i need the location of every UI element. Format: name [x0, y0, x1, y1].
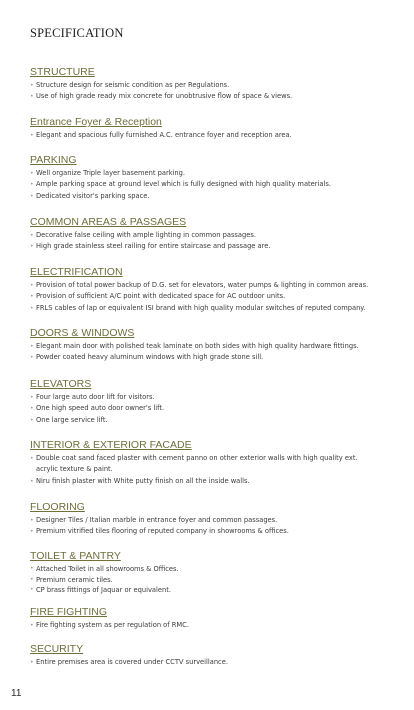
list-item: • Premium ceramic tiles. [30, 575, 113, 584]
section-heading: ELECTRIFICATION [30, 266, 123, 278]
section-entrance-foyer [30, 116, 390, 141]
bullet-icon: • [30, 565, 34, 572]
section-heading: COMMON AREAS & PASSAGES [30, 216, 187, 228]
section-facade [30, 439, 390, 487]
bullet-icon: • [30, 517, 34, 524]
bullet-icon: • [30, 622, 34, 629]
bullet-icon: • [30, 170, 34, 177]
list-item: • Ample parking space at ground level which is fully designed with high quality materials. [30, 179, 390, 190]
list-item: • One high speed auto door owner's lift. [30, 403, 390, 414]
list-item: • Double coat sand faced plaster with cement panno on other exterior walls with high quality ext. acrylic texture & paint. [30, 454, 358, 474]
bullet-icon: • [30, 416, 34, 424]
list-item: • Use of high grade ready mix concrete for unobtrusive flow of space & views. [30, 91, 390, 102]
list-item: • Niru finish plaster with White putty finish on all the inside walls. [30, 476, 390, 487]
bullet-icon: • [30, 586, 34, 593]
section-heading: FLOORING [30, 501, 85, 513]
bullet-icon: • [30, 354, 34, 362]
section-fire-fighting [30, 606, 390, 631]
list-item: • Four large auto door lift for visitors. [30, 392, 390, 403]
list-item: • Premium vitrified tiles flooring of reputed company in showrooms & offices. [30, 526, 390, 537]
list-item: • Elegant and spacious fully furnished A.C. entrance foyer and reception area. [30, 130, 390, 141]
section-structure [30, 66, 390, 103]
section-heading: TOILET & PANTRY [30, 550, 121, 562]
section-heading: SECURITY [30, 643, 84, 655]
bullet-icon: • [30, 232, 34, 239]
bullet-icon: • [30, 394, 34, 401]
section-heading: PARKING [30, 154, 77, 166]
bullet-icon: • [30, 343, 34, 350]
page-title: SPECIFICATION [30, 26, 124, 40]
bullet-icon: • [30, 405, 34, 413]
list-item: • FRLS cables of lap or equivalent ISI brand with high quality modular switches of reputed company. [30, 303, 390, 314]
section-flooring [30, 501, 390, 538]
list-item: • Provision of total power backup of D.G. set for elevators, water pumps & lighting in common areas. [30, 280, 390, 291]
bullet-icon: • [30, 528, 34, 536]
list-item: • Dedicated visitor's parking space. [30, 191, 390, 202]
list-item: • Structure design for seismic condition as per Regulations. [30, 80, 390, 91]
bullet-icon: • [30, 82, 34, 89]
list-item: • Designer Tiles / Italian marble in entrance foyer and common passages. [30, 515, 390, 526]
section-common-areas [30, 216, 390, 253]
section-parking [30, 154, 390, 202]
list-item: • Provision of sufficient A/C point with dedicated space for AC outdoor units. [30, 291, 390, 302]
page-number: 11 [11, 688, 22, 699]
bullet-icon: • [30, 575, 34, 583]
bullet-icon: • [30, 477, 34, 485]
list-item: • Well organize Triple layer basement parking. [30, 168, 390, 179]
bullet-icon: • [30, 304, 34, 312]
section-toilet-pantry [30, 550, 390, 596]
section-heading: STRUCTURE [30, 66, 95, 78]
bullet-icon: • [30, 243, 34, 251]
section-heading: FIRE FIGHTING [30, 606, 107, 618]
bullet-icon: • [30, 455, 34, 462]
bullet-icon: • [30, 132, 34, 139]
list-item: • CP brass fittings of Jaquar or equivalent. [30, 586, 171, 594]
section-elevators [30, 378, 390, 426]
list-item: • Entire premises area is covered under CCTV surveillance. [30, 657, 390, 668]
list-item: • High grade stainless steel railing for entire staircase and passage are. [30, 241, 390, 252]
section-heading: DOORS & WINDOWS [30, 327, 135, 339]
list-item: • Decorative false ceiling with ample lighting in common passages. [30, 230, 390, 241]
bullet-icon: • [30, 293, 34, 301]
section-heading: Entrance Foyer & Reception [30, 116, 162, 128]
list-item: • Elegant main door with polished teak laminate on both sides with high quality hardware fittings. [30, 341, 390, 352]
bullet-icon: • [30, 93, 34, 101]
section-heading: INTERIOR & EXTERIOR FACADE [30, 439, 192, 451]
section-electrification [30, 266, 390, 314]
list-item: • Fire fighting system as per regulation of RMC. [30, 620, 390, 631]
bullet-icon: • [30, 659, 34, 666]
list-item: • Attached Toilet in all showrooms & Offices. [30, 565, 179, 573]
bullet-icon: • [30, 192, 34, 200]
list-item: • Powder coated heavy aluminum windows with high grade stone sill. [30, 352, 390, 363]
section-doors-windows [30, 327, 390, 364]
list-item: • One large service lift. [30, 415, 390, 426]
section-heading: ELEVATORS [30, 378, 92, 390]
section-security [30, 643, 390, 668]
bullet-icon: • [30, 282, 34, 289]
bullet-icon: • [30, 181, 34, 189]
